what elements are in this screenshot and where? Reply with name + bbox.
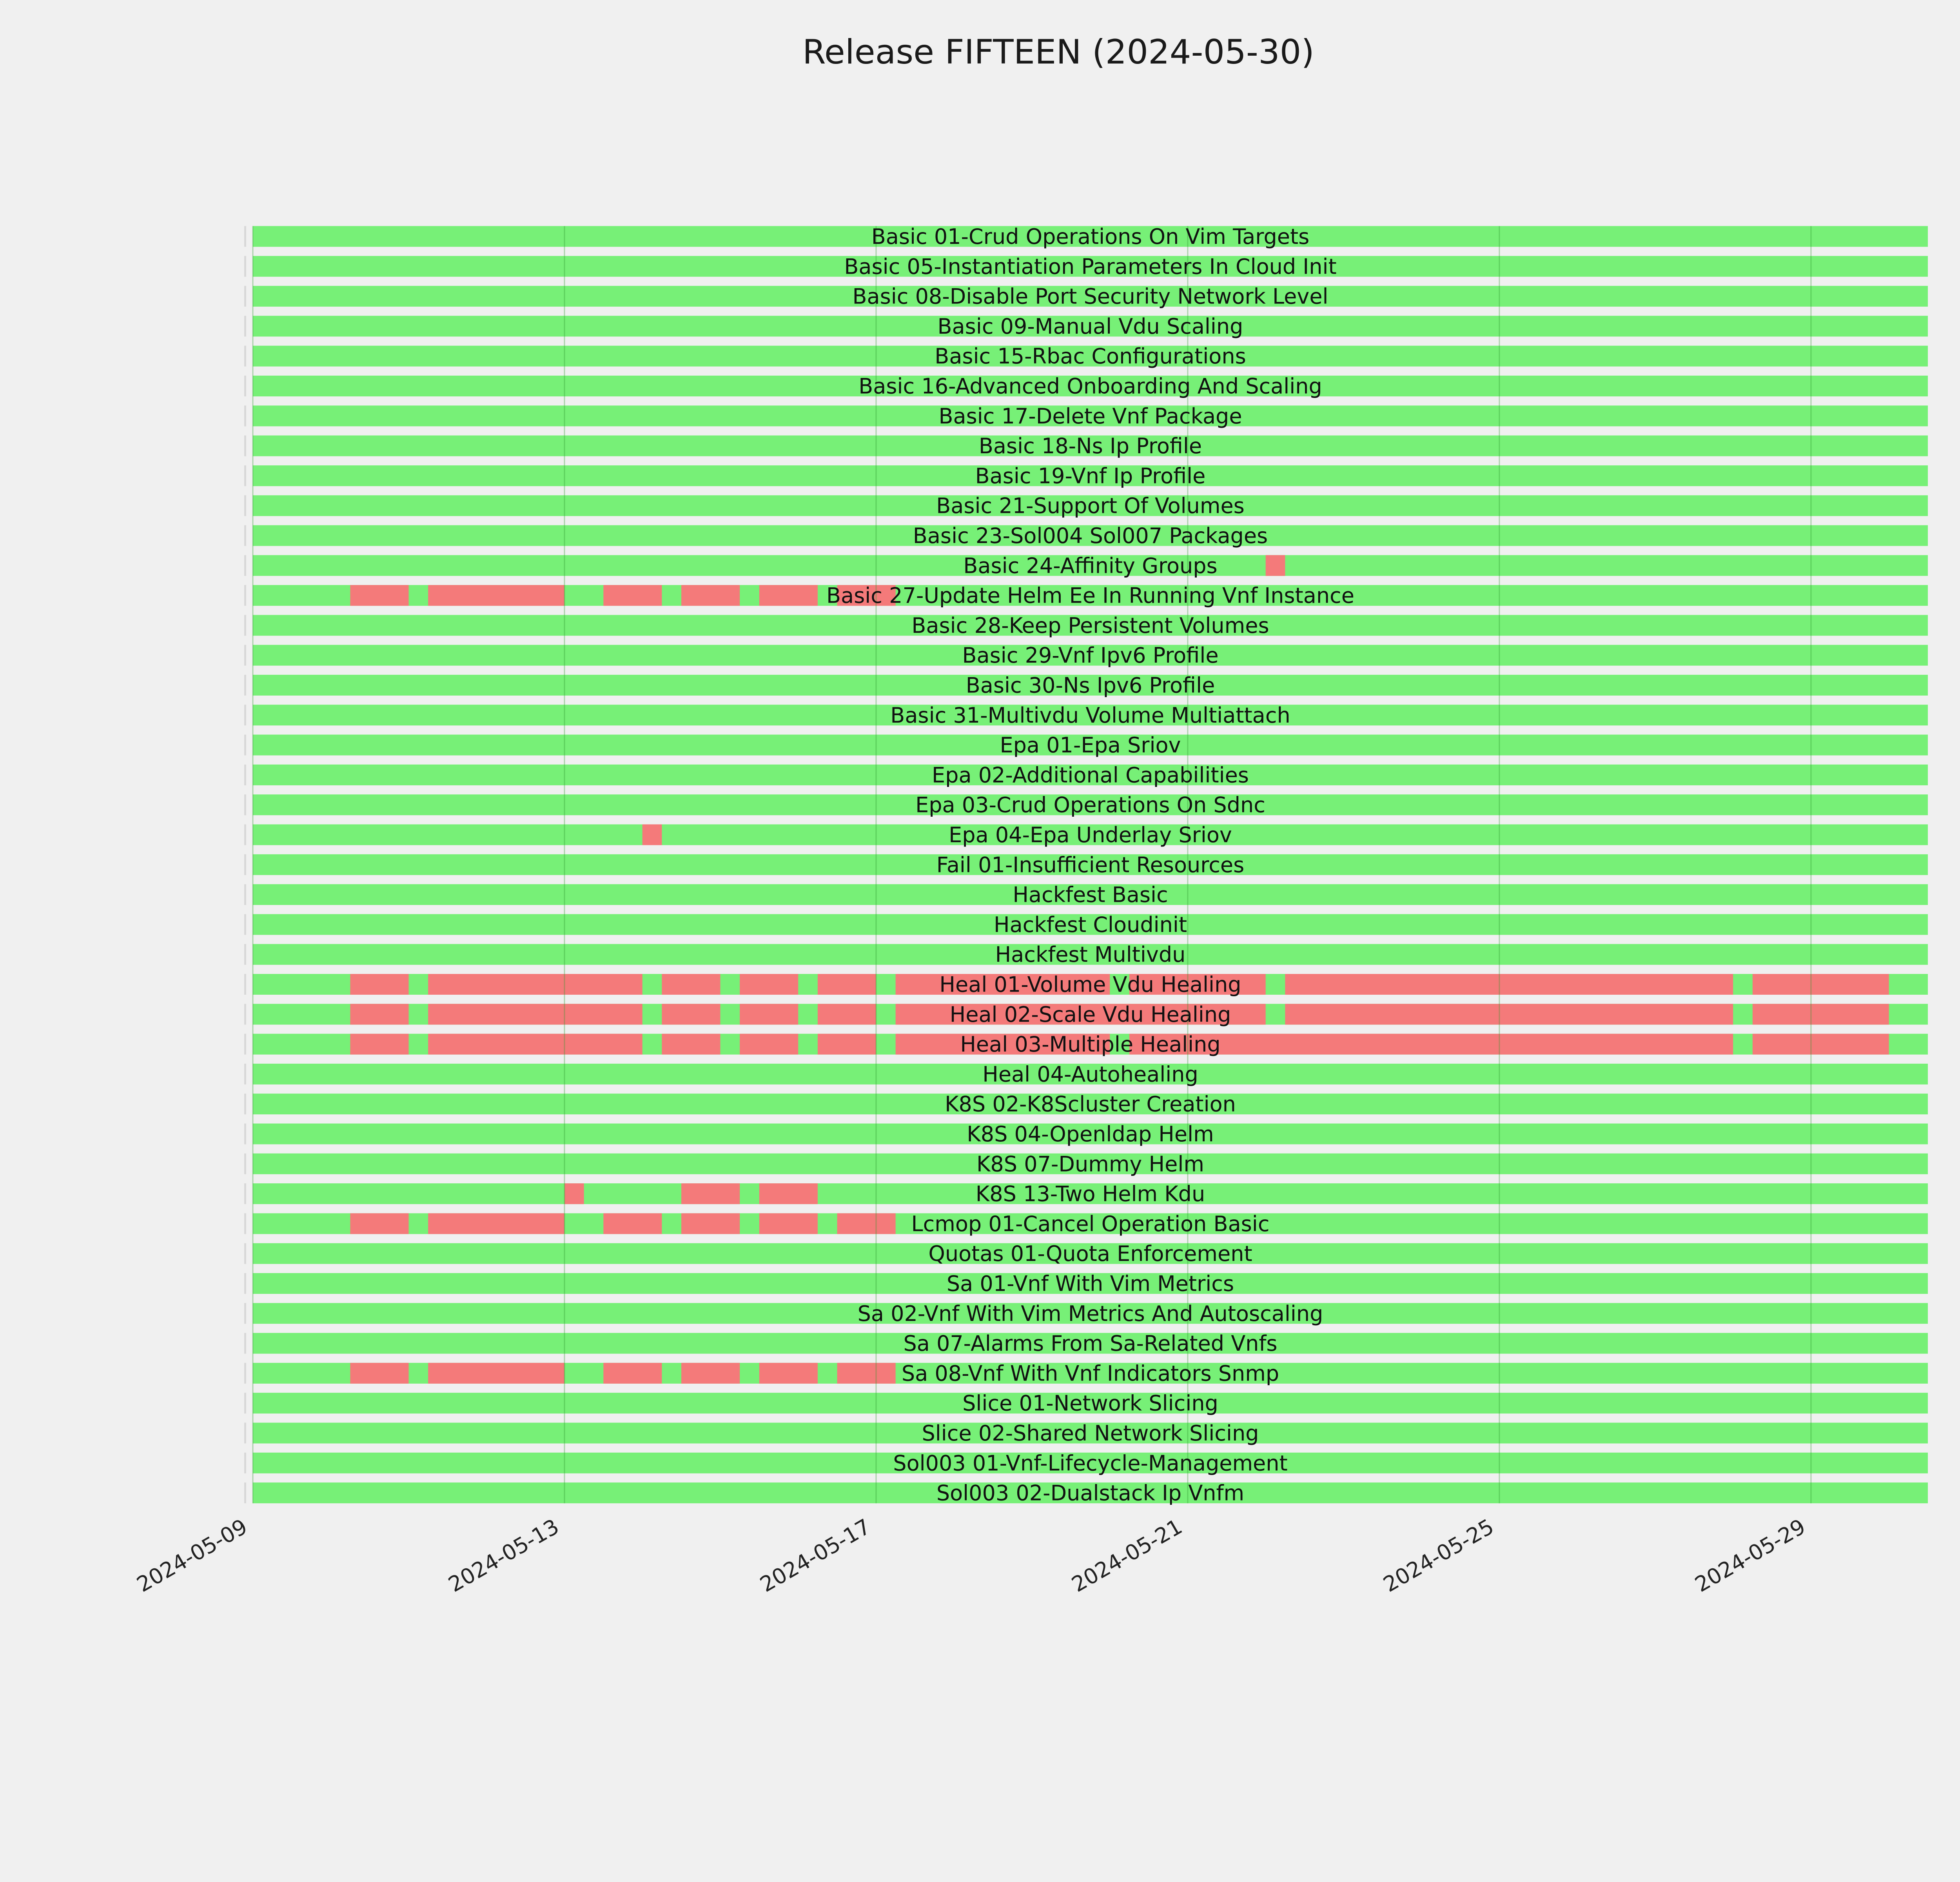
row-start-marker <box>244 1243 246 1264</box>
row-label: Basic 30-Ns Ipv6 Profile <box>965 673 1215 698</box>
row-start-marker <box>244 316 246 336</box>
row-start-marker <box>244 615 246 636</box>
row-label: Basic 09-Manual Vdu Scaling <box>937 314 1243 339</box>
row-label: Basic 21-Support Of Volumes <box>936 493 1245 518</box>
fail-bar <box>428 1004 642 1025</box>
row-start-marker <box>244 1034 246 1055</box>
row-label: Hackfest Cloudinit <box>993 912 1187 937</box>
row-label: Sol003 02-Dualstack Ip Vnfm <box>936 1481 1245 1506</box>
fail-bar <box>603 585 662 606</box>
row-label: Basic 01-Crud Operations On Vim Targets <box>871 224 1310 249</box>
fail-bar <box>681 585 740 606</box>
x-tick-label: 2024-05-09 <box>132 1514 252 1597</box>
row-start-marker <box>244 825 246 845</box>
row-label: Fail 01-Insufficient Resources <box>936 852 1245 877</box>
x-tick-label: 2024-05-29 <box>1691 1514 1810 1597</box>
fail-bar <box>428 1034 642 1055</box>
fail-bar <box>681 1363 740 1384</box>
fail-bar <box>681 1213 740 1234</box>
x-tick-label: 2024-05-21 <box>1067 1514 1187 1597</box>
row-label: Heal 02-Scale Vdu Healing <box>949 1002 1231 1027</box>
row-start-marker <box>244 525 246 546</box>
row-label: K8S 07-Dummy Helm <box>976 1152 1204 1177</box>
row-label: Basic 08-Disable Port Security Network Level <box>852 284 1328 309</box>
fail-bar <box>759 585 818 606</box>
row-start-marker <box>244 1213 246 1234</box>
row-start-marker <box>244 645 246 666</box>
fail-bar <box>350 974 408 995</box>
row-label: Heal 04-Autohealing <box>982 1062 1198 1087</box>
row-label: Basic 18-Ns Ip Profile <box>978 434 1202 459</box>
fail-bar <box>350 585 408 606</box>
row-label: Sa 02-Vnf With Vim Metrics And Autoscaling <box>857 1301 1323 1326</box>
x-tick-label: 2024-05-17 <box>756 1514 875 1597</box>
fail-bar <box>837 1363 896 1384</box>
row-start-marker <box>244 794 246 815</box>
fail-bar <box>1285 1004 1733 1025</box>
row-start-marker <box>244 1482 246 1503</box>
row-label: Lcmop 01-Cancel Operation Basic <box>911 1211 1270 1236</box>
row-start-marker <box>244 675 246 696</box>
row-start-marker <box>244 585 246 606</box>
row-label: Hackfest Basic <box>1013 882 1168 907</box>
row-start-marker <box>244 226 246 247</box>
row-start-marker <box>244 256 246 277</box>
row-label: Basic 27-Update Helm Ee In Running Vnf Instance <box>826 583 1354 608</box>
row-start-marker <box>244 944 246 965</box>
row-label: Sa 08-Vnf With Vnf Indicators Snmp <box>901 1361 1279 1386</box>
row-start-marker <box>244 436 246 456</box>
row-start-marker <box>244 376 246 396</box>
row-label: Basic 05-Instantiation Parameters In Cloud Init <box>844 254 1337 279</box>
fail-bar <box>662 974 720 995</box>
fail-bar <box>428 974 642 995</box>
row-start-marker <box>244 495 246 516</box>
fail-bar <box>428 585 564 606</box>
row-start-marker <box>244 465 246 486</box>
fail-bar <box>350 1213 408 1234</box>
row-start-marker <box>244 1273 246 1294</box>
fail-bar <box>740 1004 798 1025</box>
row-start-marker <box>244 1333 246 1354</box>
fail-bar <box>681 1183 740 1204</box>
row-start-marker <box>244 405 246 426</box>
fail-bar <box>1753 974 1889 995</box>
row-start-marker <box>244 1453 246 1473</box>
fail-bar <box>428 1363 564 1384</box>
fail-bar <box>428 1213 564 1234</box>
fail-bar <box>642 825 662 845</box>
fail-bar <box>662 1034 720 1055</box>
fail-bar <box>759 1183 818 1204</box>
row-start-marker <box>244 286 246 307</box>
row-start-marker <box>244 1094 246 1114</box>
row-start-marker <box>244 914 246 935</box>
row-label: Quotas 01-Quota Enforcement <box>928 1241 1252 1266</box>
row-start-marker <box>244 1423 246 1444</box>
fail-bar <box>818 1034 876 1055</box>
row-label: Basic 15-Rbac Configurations <box>935 344 1246 369</box>
fail-bar <box>1753 1004 1889 1025</box>
row-label: K8S 02-K8Scluster Creation <box>945 1092 1236 1117</box>
row-label: Epa 04-Epa Underlay Sriov <box>949 823 1232 847</box>
row-label: K8S 13-Two Helm Kdu <box>975 1181 1205 1206</box>
row-label: Basic 28-Keep Persistent Volumes <box>911 613 1269 638</box>
fail-bar <box>740 974 798 995</box>
fail-bar <box>1285 974 1733 995</box>
fail-bar <box>350 1363 408 1384</box>
chart-title: Release FIFTEEN (2024-05-30) <box>802 33 1314 72</box>
row-label: Basic 23-Sol004 Sol007 Packages <box>913 523 1268 548</box>
fail-bar <box>759 1213 818 1234</box>
row-label: Epa 01-Epa Sriov <box>1000 733 1181 758</box>
row-start-marker <box>244 346 246 367</box>
row-label: Basic 29-Vnf Ipv6 Profile <box>962 643 1219 668</box>
row-start-marker <box>244 1183 246 1204</box>
row-start-marker <box>244 555 246 576</box>
row-label: K8S 04-Openldap Helm <box>967 1122 1214 1146</box>
row-label: Hackfest Multivdu <box>995 942 1186 967</box>
row-label: Heal 03-Multiple Healing <box>960 1032 1221 1057</box>
fail-bar <box>1753 1034 1889 1055</box>
fail-bar <box>818 1004 876 1025</box>
fail-bar <box>818 974 876 995</box>
row-start-marker <box>244 1363 246 1384</box>
row-start-marker <box>244 1393 246 1413</box>
fail-bar <box>759 1363 818 1384</box>
row-start-marker <box>244 854 246 875</box>
fail-bar <box>350 1034 408 1055</box>
row-start-marker <box>244 1154 246 1174</box>
row-label: Epa 03-Crud Operations On Sdnc <box>915 792 1265 817</box>
fail-bar <box>837 1213 896 1234</box>
row-start-marker <box>244 974 246 995</box>
row-start-marker <box>244 1303 246 1324</box>
row-label: Slice 02-Shared Network Slicing <box>922 1421 1259 1446</box>
fail-bar <box>662 1004 720 1025</box>
row-label: Basic 16-Advanced Onboarding And Scaling <box>858 374 1322 399</box>
row-label: Sa 01-Vnf With Vim Metrics <box>946 1271 1234 1296</box>
row-label: Sa 07-Alarms From Sa-Related Vnfs <box>903 1331 1278 1356</box>
row-label: Basic 17-Delete Vnf Package <box>938 403 1242 429</box>
row-start-marker <box>244 884 246 905</box>
row-start-marker <box>244 1124 246 1144</box>
row-label: Basic 24-Affinity Groups <box>963 553 1218 578</box>
row-start-marker <box>244 1064 246 1085</box>
row-label: Sol003 01-Vnf-Lifecycle-Management <box>893 1451 1288 1476</box>
fail-bar <box>603 1363 662 1384</box>
fail-bar <box>350 1004 408 1025</box>
row-start-marker <box>244 765 246 785</box>
row-start-marker <box>244 705 246 725</box>
row-label: Epa 02-Additional Capabilities <box>932 763 1249 788</box>
row-label: Basic 19-Vnf Ip Profile <box>975 463 1206 489</box>
row-start-marker <box>244 1004 246 1025</box>
row-label: Heal 01-Volume Vdu Healing <box>939 972 1241 997</box>
row-start-marker <box>244 735 246 756</box>
fail-bar <box>740 1034 798 1055</box>
row-label: Basic 31-Multivdu Volume Multiattach <box>890 703 1290 728</box>
row-label: Slice 01-Network Slicing <box>962 1391 1218 1416</box>
fail-bar <box>603 1213 662 1234</box>
x-tick-label: 2024-05-13 <box>444 1514 563 1597</box>
fail-bar <box>564 1183 584 1204</box>
fail-bar <box>1266 555 1285 576</box>
x-tick-label: 2024-05-25 <box>1379 1514 1498 1597</box>
